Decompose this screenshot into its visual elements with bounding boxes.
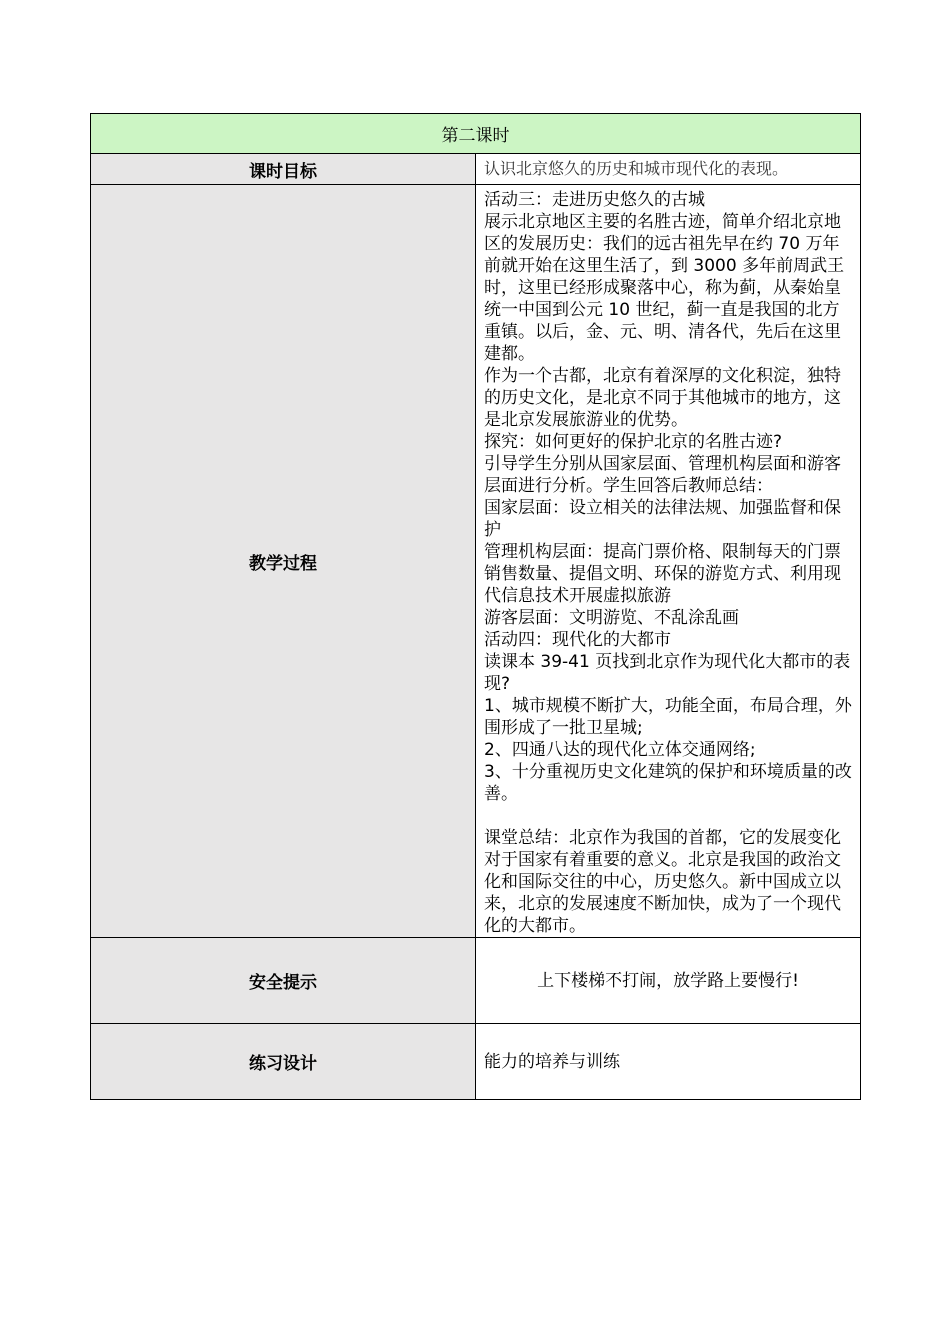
process-label: 教学过程 (91, 185, 476, 938)
national-level-point: 国家层面：设立相关的法律法规、加强监督和保护 (484, 498, 841, 540)
process-row (91, 185, 861, 938)
textbook-reading-task: 读课本 39-41 页找到北京作为现代化大都市的表现? (484, 652, 851, 694)
practice-row (91, 1024, 861, 1100)
activity-three-title: 活动三：走进历史悠久的古城 (484, 190, 705, 210)
safety-label: 安全提示 (91, 938, 476, 1024)
point-three: 3、十分重视历史文化建筑的保护和环境质量的改善。 (484, 762, 852, 804)
practice-text: 能力的培养与训练 (476, 1024, 861, 1100)
practice-label: 练习设计 (91, 1024, 476, 1100)
class-summary-paragraph: 课堂总结：北京作为我国的首都，它的发展变化对于国家有着重要的意义。北京是我国的政治文化和国际交往的中心，历史悠久。新中国成立以来，北京的发展速度不断加快，成为了一个现代化的大都市。 (484, 828, 841, 936)
header-row (91, 114, 861, 154)
safety-row (91, 938, 861, 1024)
lesson-title: 第二课时 (91, 114, 861, 154)
point-one: 1、城市规模不断扩大，功能全面，布局合理，外围形成了一批卫星城; (484, 696, 852, 738)
guidance-paragraph: 引导学生分别从国家层面、管理机构层面和游客层面进行分析。学生回答后教师总结： (484, 454, 841, 496)
goal-row (91, 154, 861, 185)
blank-spacer (484, 805, 852, 827)
safety-text: 上下楼梯不打闹，放学路上要慢行! (476, 938, 861, 1024)
inquiry-question: 探究：如何更好的保护北京的名胜古迹? (484, 432, 783, 452)
point-two: 2、四通八达的现代化立体交通网络; (484, 740, 756, 760)
activity-four-title: 活动四：现代化的大都市 (484, 630, 671, 650)
management-level-point: 管理机构层面：提高门票价格、限制每天的门票销售数量、提倡文明、环保的游览方式、利用现代信息技术开展虚拟旅游 (484, 542, 841, 606)
visitor-level-point: 游客层面：文明游览、不乱涂乱画 (484, 608, 739, 628)
ancient-capital-paragraph: 作为一个古都，北京有着深厚的文化积淀，独特的历史文化，是北京不同于其他城市的地方，这是北京发展旅游业的优势。 (484, 366, 841, 430)
lesson-plan-table (90, 113, 861, 1100)
goal-label: 课时目标 (91, 154, 476, 185)
goal-text: 认识北京悠久的历史和城市现代化的表现。 (476, 154, 861, 185)
history-intro-paragraph: 展示北京地区主要的名胜古迹，简单介绍北京地区的发展历史：我们的远古祖先早在约 70 万年前就开始在这里生活了，到 3000 多年前周武王时，这里已经形成聚落中心，称为蓟，从秦始皇统一中国到公元 10 世纪，蓟一直是我国的北方重镇。以后，金、元、明、清各代，先后在这里建都。 (484, 212, 845, 364)
process-content (476, 185, 861, 938)
